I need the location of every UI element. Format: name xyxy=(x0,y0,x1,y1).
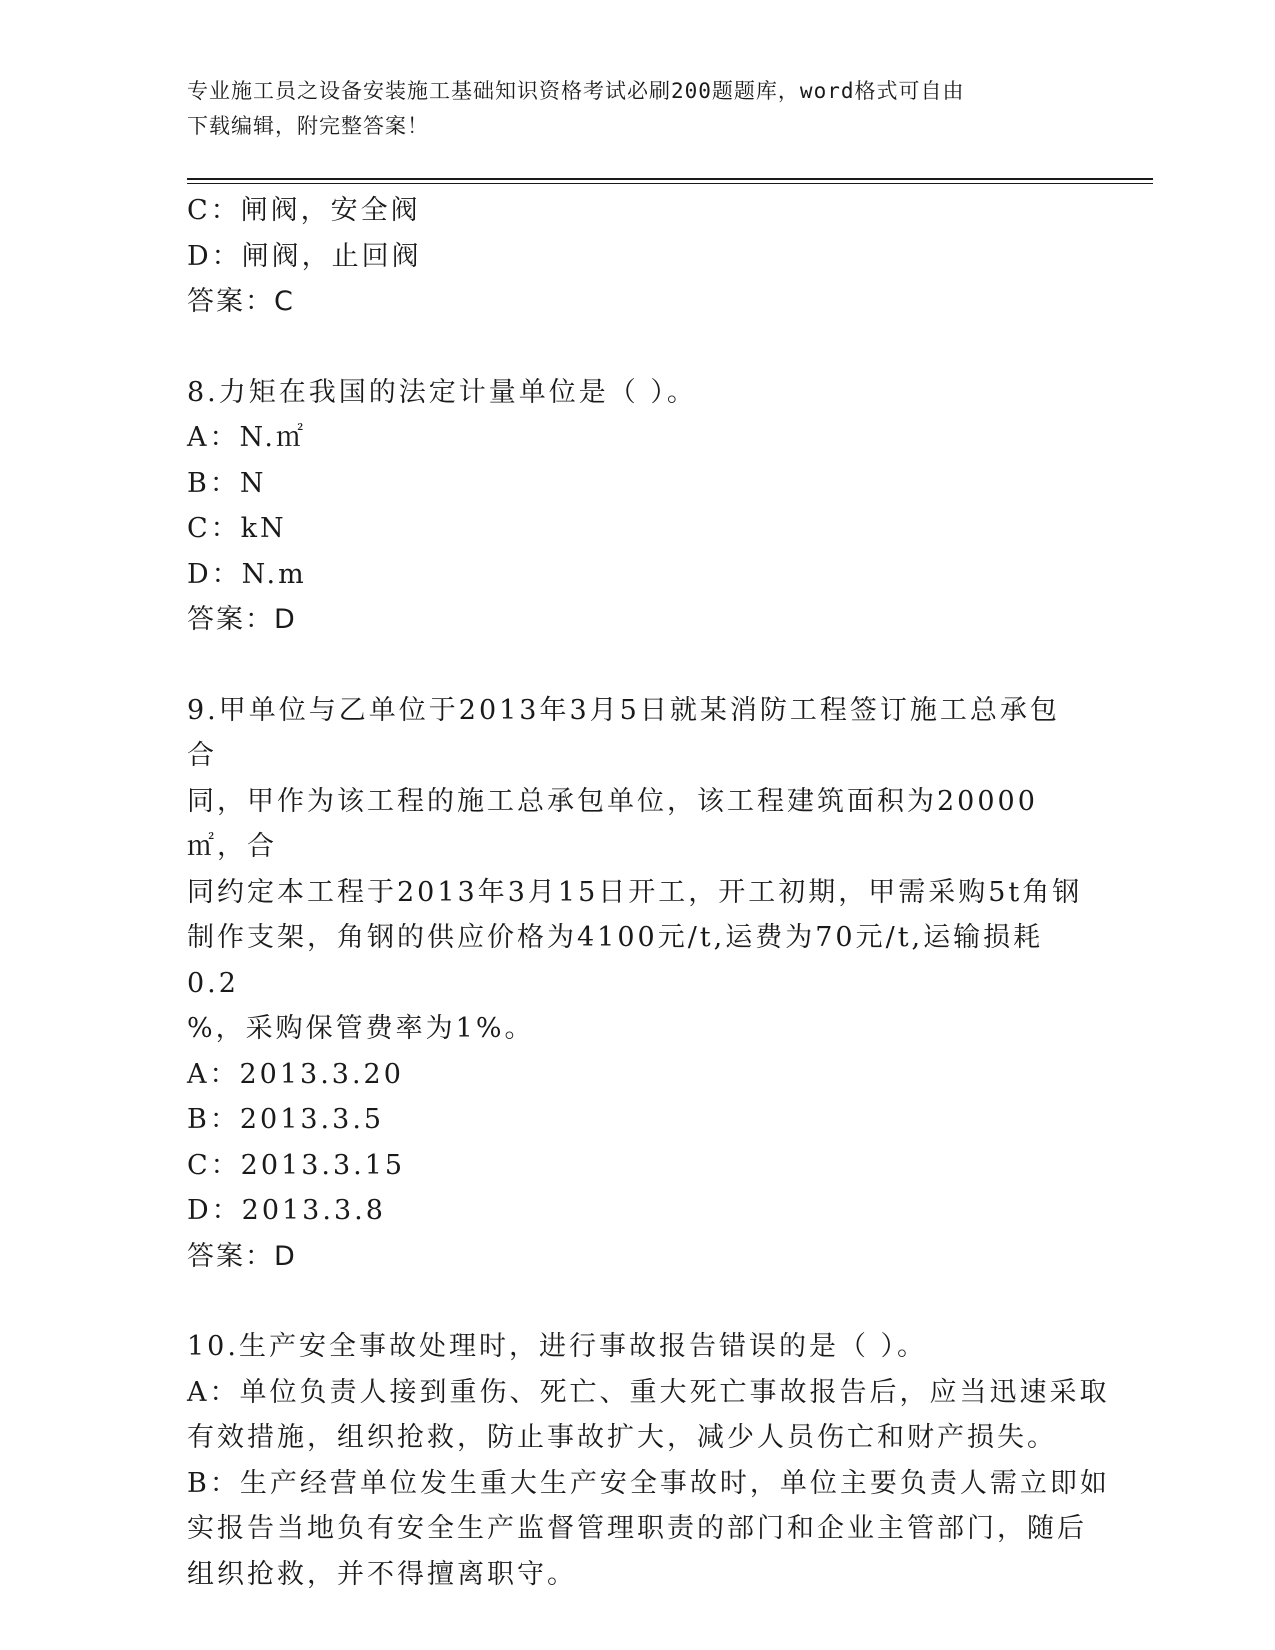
option-b-line-1: B：生产经营单位发生重大生产安全事故时，单位主要负责人需立即如 xyxy=(187,1467,1110,1499)
option-c: C：闸阀，安全阀 xyxy=(187,195,421,226)
option-b: B：2013.3.5 xyxy=(187,1104,385,1135)
document-header xyxy=(187,74,1087,144)
header-divider-thin xyxy=(187,183,1153,184)
question-9 xyxy=(187,688,1087,1280)
option-d: D：闸阀，止回阀 xyxy=(187,240,422,272)
option-d: D：2013.3.8 xyxy=(187,1195,386,1226)
question-text: 10.生产安全事故处理时，进行事故报告错误的是（ ）。 xyxy=(187,1331,928,1362)
spacer xyxy=(187,325,1087,370)
question-text: 8.力矩在我国的法定计量单位是（ ）。 xyxy=(187,376,697,408)
question-text-line-4: 制作支架，角钢的供应价格为4100元/t,运费为70元/t,运输损耗0.2 xyxy=(187,922,1044,999)
option-c: C：2013.3.15 xyxy=(187,1149,406,1181)
header-line-2: 下载编辑，附完整答案！ xyxy=(187,114,429,138)
option-a-line-2: 有效措施，组织抢救，防止事故扩大，减少人员伤亡和财产损失。 xyxy=(187,1422,1057,1453)
option-d: D：N.m xyxy=(187,558,307,590)
option-c: C：kN xyxy=(187,513,287,544)
option-b: B：N xyxy=(187,467,267,499)
question-text-line-1: 9.甲单位与乙单位于2013年3月5日就某消防工程签订施工总承包合 xyxy=(187,694,1060,771)
question-8 xyxy=(187,370,1087,643)
question-text-line-3: 同约定本工程于2013年3月15日开工，开工初期，甲需采购5t角钢 xyxy=(187,876,1083,908)
answer-line: 答案：D xyxy=(187,604,297,635)
option-b-line-2: 实报告当地负有安全生产监督管理职责的部门和企业主管部门，随后 xyxy=(187,1513,1087,1544)
option-b-line-3: 组织抢救，并不得擅离职守。 xyxy=(187,1558,577,1590)
question-7-continued xyxy=(187,188,1087,325)
question-text-line-5: %，采购保管费率为1%。 xyxy=(187,1013,535,1044)
answer-line: 答案：C xyxy=(187,286,295,317)
spacer xyxy=(187,643,1087,688)
question-text-line-2: 同，甲作为该工程的施工总承包单位，该工程建筑面积为20000㎡，合 xyxy=(187,785,1038,862)
document-body xyxy=(187,188,1110,1597)
header-line-1: 专业施工员之设备安装施工基础知识资格考试必刷200题题库，word格式可自由 xyxy=(187,79,965,103)
option-a: A：2013.3.20 xyxy=(187,1058,404,1090)
spacer xyxy=(187,1279,1087,1324)
question-10 xyxy=(187,1324,1110,1597)
option-a-line-1: A：单位负责人接到重伤、死亡、重大死亡事故报告后，应当迅速采取 xyxy=(187,1376,1110,1408)
answer-line: 答案：D xyxy=(187,1240,297,1272)
header-divider-thick xyxy=(187,178,1153,180)
option-a: A：N.㎡ xyxy=(187,422,306,453)
